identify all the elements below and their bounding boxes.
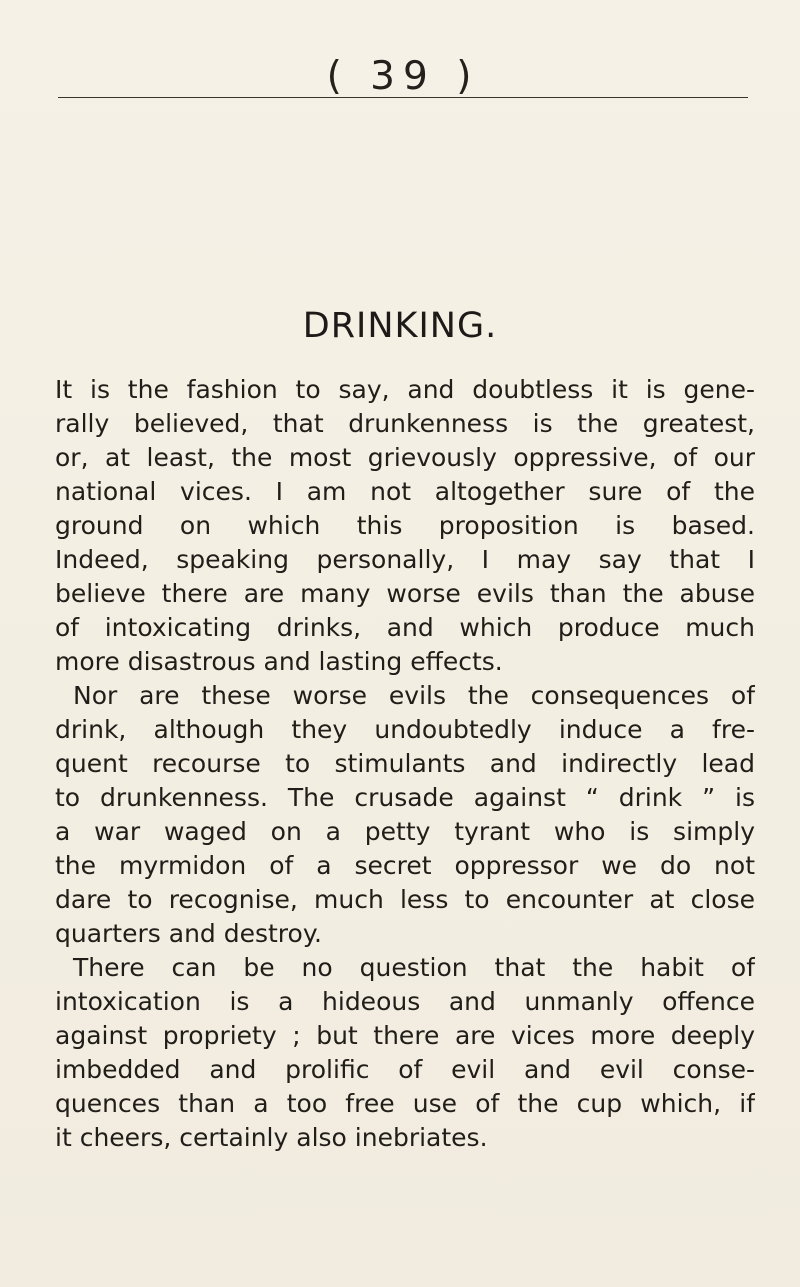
paragraph-2	[55, 679, 755, 951]
paragraph-2-line-2: drink, although they undoubtedly induce a fre-	[55, 715, 755, 744]
chapter-body	[55, 373, 755, 1155]
paragraph-1-line-7: believe there are many worse evils than the abuse	[55, 579, 755, 608]
paragraph-1-line-6: Indeed, speaking personally, I may say that I	[55, 545, 755, 574]
paragraph-3	[55, 951, 755, 1155]
paragraph-2-line-7: dare to recognise, much less to encounter at close	[55, 885, 755, 914]
paragraph-2-line-5: a war waged on a petty tyrant who is simply	[55, 817, 755, 846]
paragraph-3-line-1: There can be no question that the habit of	[73, 953, 755, 982]
paragraph-2-line-1: Nor are these worse evils the consequences of	[73, 681, 755, 710]
paragraph-3-line-5: quences than a too free use of the cup which, if	[55, 1089, 755, 1118]
paragraph-3-line-4: imbedded and prolific of evil and evil conse-	[55, 1055, 755, 1084]
paragraph-3-line-3: against propriety ; but there are vices more deeply	[55, 1021, 755, 1050]
paragraph-1-line-2: rally believed, that drunkenness is the greatest,	[55, 409, 755, 438]
paragraph-1-line-1: It is the fashion to say, and doubtless it is gene-	[55, 375, 755, 404]
paragraph-1-line-5: ground on which this proposition is based.	[55, 511, 755, 540]
paragraph-2-line-8: quarters and destroy.	[55, 919, 323, 948]
paragraph-1	[55, 373, 755, 679]
paragraph-1-line-4: national vices. I am not altogether sure of the	[55, 477, 755, 506]
paragraph-2-line-3: quent recourse to stimulants and indirectly lead	[55, 749, 755, 778]
paragraph-3-line-2: intoxication is a hideous and unmanly offence	[55, 987, 755, 1016]
page-number: ( 39 )	[326, 54, 480, 99]
chapter-title: DRINKING.	[302, 306, 498, 346]
page-header	[58, 54, 748, 102]
paragraph-1-line-8: of intoxicating drinks, and which produce much	[55, 613, 755, 642]
paragraph-1-line-9: more disastrous and lasting effects.	[55, 647, 503, 676]
header-rule	[58, 97, 748, 98]
paragraph-2-line-6: the myrmidon of a secret oppressor we do not	[55, 851, 755, 880]
paragraph-1-line-3: or, at least, the most grievously oppressive, of our	[55, 443, 755, 472]
paragraph-3-line-6: it cheers, certainly also inebriates.	[55, 1123, 488, 1152]
paragraph-2-line-4: to drunkenness. The crusade against “ drink ” is	[55, 783, 755, 812]
